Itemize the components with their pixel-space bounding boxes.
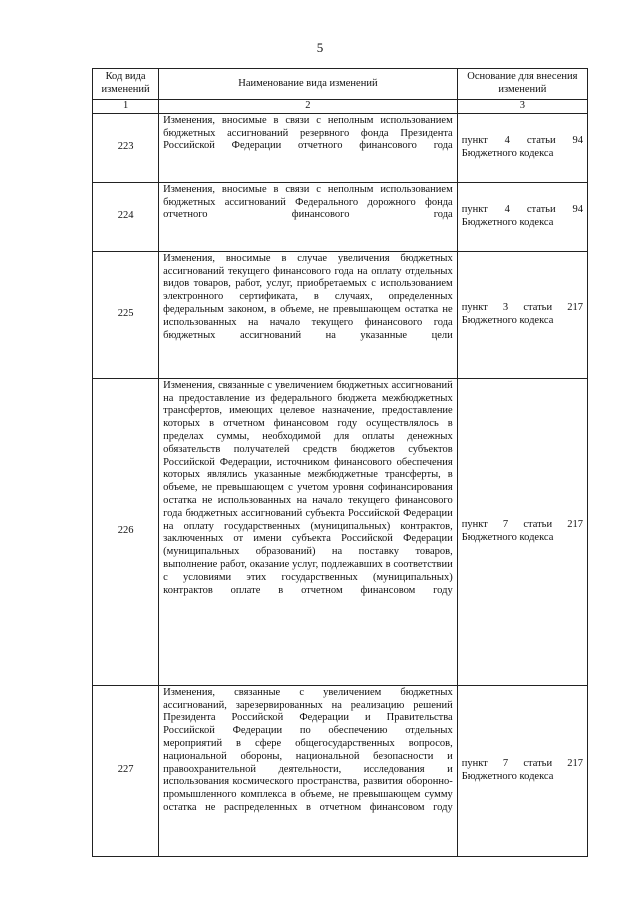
row-description: Изменения, вносимые в связи с неполным использованием бюджетных ассигнований резервного фонда Президента Российской Федерации отчетного финансового года bbox=[159, 113, 458, 182]
basis-code: Бюджетного кодекса bbox=[461, 531, 554, 543]
header-code: Код вида изменений bbox=[93, 69, 159, 100]
row-code: 223 bbox=[93, 113, 159, 182]
table-row bbox=[93, 182, 588, 251]
row-code: 227 bbox=[93, 685, 159, 856]
column-number-3: 3 bbox=[457, 100, 587, 114]
header-name: Наименование вида изменений bbox=[159, 69, 458, 100]
row-basis bbox=[457, 378, 587, 685]
basis-code: Бюджетного кодекса bbox=[461, 216, 554, 228]
row-basis bbox=[457, 113, 587, 182]
row-code: 225 bbox=[93, 251, 159, 378]
table-row bbox=[93, 378, 588, 685]
row-basis bbox=[457, 685, 587, 856]
basis-article: пункт 3 статьи 217 bbox=[461, 302, 583, 313]
basis-code: Бюджетного кодекса bbox=[461, 147, 554, 159]
table-row bbox=[93, 685, 588, 856]
basis-article: пункт 7 статьи 217 bbox=[461, 519, 583, 530]
basis-code: Бюджетного кодекса bbox=[461, 314, 554, 326]
table-header-row bbox=[93, 69, 588, 100]
table-row bbox=[93, 113, 588, 182]
row-description: Изменения, вносимые в случае увеличения бюджетных ассигнований текущего финансового года на оплату отдельных видов товаров, работ, услуг, приобретаемых с использованием электронного сертификата, в случаях, определенных федеральным законом, в объеме, не превышающем остатка не использованных на начало текущего финансового года бюджетных ассигнований на указанные цели bbox=[159, 251, 458, 378]
basis-article: пункт 7 статьи 217 bbox=[461, 758, 583, 769]
changes-table bbox=[92, 68, 588, 857]
column-number-row bbox=[93, 100, 588, 114]
column-number-2: 2 bbox=[159, 100, 458, 114]
row-code: 224 bbox=[93, 182, 159, 251]
basis-code: Бюджетного кодекса bbox=[461, 770, 554, 782]
header-basis: Основание для внесения изменений bbox=[457, 69, 587, 100]
basis-article: пункт 4 статьи 94 bbox=[461, 204, 583, 215]
row-description: Изменения, связанные с увеличением бюджетных ассигнований, зарезервированных на реализацию решений Президента Российской Федерации и Правительства Российской Федерации по обеспечению отдельных мероприятий в сфере общегосударственных вопросов, национальной обороны, национальной безопасности и правоохранительной деятельности, исследования и использования космического пространства, развития оборонно-промышленного комплекса в объеме, не превышающем сумму остатка не распределенных в отчетном финансовом году bbox=[159, 685, 458, 856]
row-basis bbox=[457, 251, 587, 378]
table-row bbox=[93, 251, 588, 378]
row-description: Изменения, вносимые в связи с неполным использованием бюджетных ассигнований Федерального дорожного фонда отчетного финансового года bbox=[159, 182, 458, 251]
row-code: 226 bbox=[93, 378, 159, 685]
page-number: 5 bbox=[316, 40, 324, 55]
column-number-1: 1 bbox=[93, 100, 159, 114]
row-description: Изменения, связанные с увеличением бюджетных ассигнований на предоставление из федерального бюджета межбюджетных трансфертов, имеющих целевое назначение, предоставление которых в отчетном финансовом году осуществлялось в пределах суммы, необходимой для оплаты денежных обязательств получателей средств бюджетов субъектов Российской Федерации, источником финансового обеспечения которых являлись указанные межбюджетные трансферты, в объеме, не превышающем с учетом уровня софинансирования остатка не использованных на начало текущего финансового года бюджетных ассигнований субъекта Российской Федерации на оплату государственных (муниципальных) контрактов, заключенных от имени субъекта Российской Федерации (муниципальных образований) на поставку товаров, выполнение работ, оказание услуг, подлежавших в соответствии с условиями этих государственных (муниципальных) контрактов оплате в отчетном финансовом году bbox=[159, 378, 458, 685]
row-basis bbox=[457, 182, 587, 251]
basis-article: пункт 4 статьи 94 bbox=[461, 135, 583, 146]
